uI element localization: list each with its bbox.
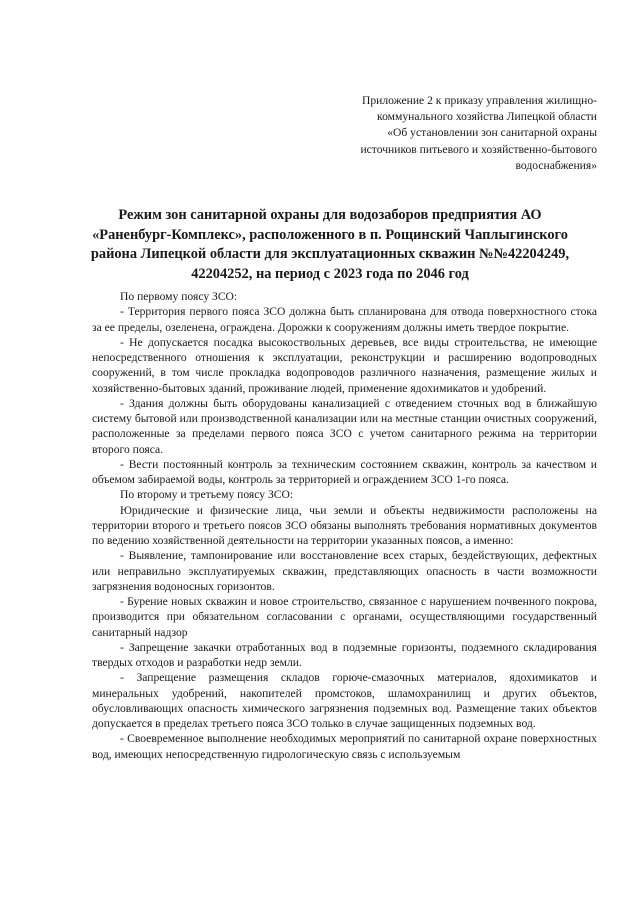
title-line: Режим зон санитарной охраны для водозаборов предприятия АО — [118, 207, 542, 223]
paragraph: - Вести постоянный контроль за техническим состоянием скважин, контроль за качеством и объемом забираемой воды, контроль за территорией и ограждением ЗСО 1-го пояса. — [92, 457, 597, 486]
paragraph: Юридические и физические лица, чьи земли и объекты недвижимости расположены на территории второго и третьего поясов ЗСО обязаны выполнять требования нормативных документов по ведению хозяйственной деятельности на территории указанных поясов, а именно: — [92, 503, 597, 547]
paragraph: - Не допускается посадка высокоствольных деревьев, все виды строительства, не имеющие непосредственного отношения к эксплуатации, реконструкции и расширению водопроводных сооружений, в том числе прокладка водопроводов различного назначения, размещение жилых и хозяйственно-бытовых зданий, проживание людей, применение ядохимикатов и удобрений. — [92, 335, 597, 395]
paragraph: - Выявление, тампонирование или восстановление всех старых, бездействующих, дефектных или неправильно эксплуатируемых скважин, представляющих опасность в части возможности загрязнения водоносных горизонтов. — [92, 549, 597, 593]
annex-line: источников питьевого и хозяйственно-бытового — [360, 142, 597, 156]
paragraph: - Запрещение закачки отработанных вод в подземные горизонты, подземного складирования твердых отходов и разработки недр земли. — [92, 640, 597, 669]
document-body — [92, 289, 597, 762]
paragraph: - Территория первого пояса ЗСО должна быть спланирована для отвода поверхностного стока за ее пределы, озеленена, ограждена. Дорожки к сооружениям должны иметь твердое покрытие. — [92, 305, 597, 334]
title-line: 42204252, на период с 2023 года по 2046 год — [191, 265, 469, 282]
paragraph: - Бурение новых скважин и новое строительство, связанное с нарушением почвенного покрова, производится при обязательном согласовании с органами, осуществляющими государственный санитарный надзор — [92, 595, 597, 639]
document-title — [60, 206, 600, 284]
annex-header — [297, 93, 597, 174]
section-heading-second-third-zone: По второму и третьему поясу ЗСО: — [120, 488, 294, 502]
paragraph: - Своевременное выполнение необходимых мероприятий по санитарной охране поверхностных вод, имеющих непосредственную гидрологическую связь с используемым — [92, 732, 597, 761]
title-line: «Раненбург-Комплекс», расположенного в п. Рощинский Чаплыгинского — [92, 226, 568, 243]
annex-line: «Об установлении зон санитарной охраны — [387, 126, 597, 140]
paragraph: - Запрещение размещения складов горюче-смазочных материалов, ядохимикатов и минеральных удобрений, накопителей промстоков, шламохранилищ и других объектов, обусловливающих опасность химического загрязнения подземных вод. Размещение таких объектов допускается в пределах третьего пояса ЗСО только в случае защищенных подземных вод. — [92, 671, 597, 730]
annex-line: Приложение 2 к приказу управления жилищно- — [361, 94, 597, 107]
section-heading-first-zone: По первому поясу ЗСО: — [120, 290, 238, 303]
title-line: района Липецкой области для эксплуатационных скважин №№42204249, — [90, 246, 570, 263]
annex-line: водоснабжения» — [515, 158, 597, 172]
paragraph: - Здания должны быть оборудованы канализацией с отведением сточных вод в ближайшую систему бытовой или производственной канализации или на местные станции очистных сооружений, расположенные за пределами первого пояса ЗСО с учетом санитарного режима на территории второго пояса. — [92, 396, 597, 456]
annex-line: коммунального хозяйства Липецкой области — [377, 110, 597, 124]
